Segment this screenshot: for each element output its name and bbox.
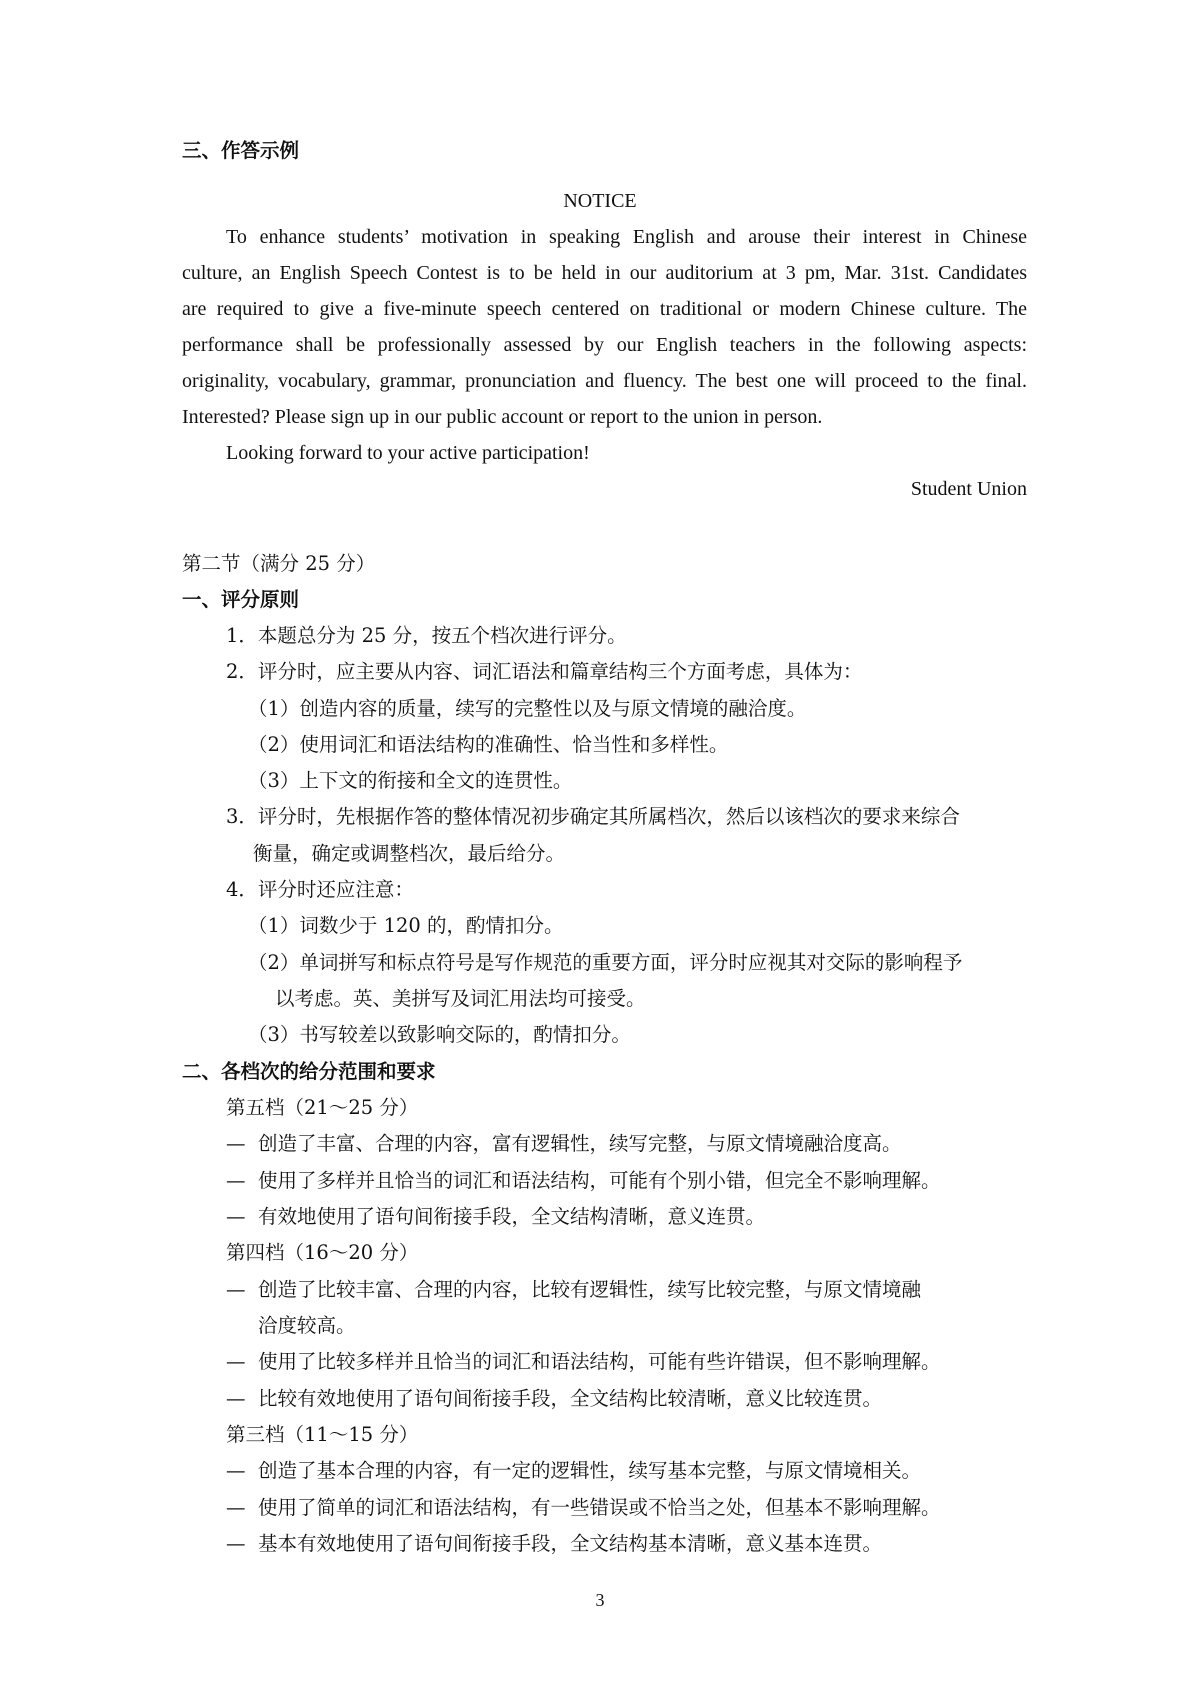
principle-subitem: （1）词数少于 120 的，酌情扣分。: [248, 914, 564, 937]
notice-title: NOTICE: [563, 190, 637, 212]
principle-item: 2．评分时，应主要从内容、词汇语法和篇章结构三个方面考虑，具体为：: [226, 660, 863, 683]
principle-item: 1．本题总分为 25 分，按五个档次进行评分。: [226, 624, 627, 647]
criterion-text: 使用了比较多样并且恰当的词汇和语法结构，可能有些许错误，但不影响理解。: [258, 1350, 941, 1373]
dash-bullet: —: [226, 1350, 246, 1373]
level-title: 第三档（11～15 分）: [226, 1423, 419, 1446]
principle-subitem: （3）上下文的衔接和全文的连贯性。: [248, 769, 573, 792]
notice-line: To enhance students’ motivation in speaking English and arouse their interest in Chinese: [226, 226, 1027, 248]
dash-bullet: —: [226, 1132, 246, 1155]
principle-subitem: （2）使用词汇和语法结构的准确性、恰当性和多样性。: [248, 733, 729, 756]
dash-bullet: —: [226, 1205, 246, 1228]
criterion-text: 创造了比较丰富、合理的内容，比较有逻辑性，续写比较完整，与原文情境融: [258, 1278, 922, 1301]
criterion-text: 使用了多样并且恰当的词汇和语法结构，可能有个别小错，但完全不影响理解。: [258, 1169, 941, 1192]
dash-bullet: —: [226, 1169, 246, 1192]
level-title: 第四档（16～20 分）: [226, 1241, 419, 1264]
principle-subitem: （3）书写较差以致影响交际的，酌情扣分。: [248, 1023, 631, 1046]
notice-line: are required to give a five-minute speech centered on traditional or modern Chinese culture. The: [182, 298, 1027, 320]
level-title: 第五档（21～25 分）: [226, 1096, 419, 1119]
principles-heading: 一、评分原则: [182, 588, 300, 611]
page-number: 3: [595, 1590, 605, 1610]
dash-bullet: —: [226, 1532, 246, 1555]
principle-item: 4．评分时还应注意：: [226, 878, 414, 901]
dash-bullet: —: [226, 1496, 246, 1519]
principle-item-continued: 衡量，确定或调整档次，最后给分。: [253, 842, 566, 865]
criterion-text-continued: 洽度较高。: [258, 1314, 356, 1337]
criterion-text: 基本有效地使用了语句间衔接手段，全文结构基本清晰，意义基本连贯。: [258, 1532, 883, 1555]
levels-heading: 二、各档次的给分范围和要求: [182, 1060, 436, 1083]
dash-bullet: —: [226, 1459, 246, 1482]
principle-item: 3．评分时，先根据作答的整体情况初步确定其所属档次，然后以该档次的要求来综合: [226, 805, 960, 828]
section-heading: 三、作答示例: [182, 139, 300, 162]
criterion-text: 创造了丰富、合理的内容，富有逻辑性，续写完整，与原文情境融洽度高。: [258, 1132, 902, 1155]
notice-signature: Student Union: [910, 478, 1027, 500]
principle-subitem: （2）单词拼写和标点符号是写作规范的重要方面，评分时应视其对交际的影响程予: [248, 951, 963, 974]
criterion-text: 使用了简单的词汇和语法结构，有一些错误或不恰当之处，但基本不影响理解。: [258, 1496, 941, 1519]
criterion-text: 比较有效地使用了语句间衔接手段，全文结构比较清晰，意义比较连贯。: [258, 1387, 883, 1410]
principle-subitem: （1）创造内容的质量，续写的完整性以及与原文情境的融洽度。: [248, 697, 807, 720]
criterion-text: 有效地使用了语句间衔接手段，全文结构清晰，意义连贯。: [258, 1205, 766, 1228]
principle-subitem-continued: 以考虑。英、美拼写及词汇用法均可接受。: [275, 987, 646, 1010]
notice-line: Interested? Please sign up in our public account or report to the union in person.: [182, 406, 823, 428]
notice-line: culture, an English Speech Contest is to be held in our auditorium at 3 pm, Mar. 31st. Candidates: [182, 262, 1027, 284]
notice-closing: Looking forward to your active participation!: [226, 442, 590, 464]
notice-line: originality, vocabulary, grammar, pronunciation and fluency. The best one will proceed to the final.: [182, 370, 1027, 392]
notice-line: performance shall be professionally assessed by our English teachers in the following aspects:: [182, 334, 1027, 356]
dash-bullet: —: [226, 1387, 246, 1410]
criterion-text: 创造了基本合理的内容，有一定的逻辑性，续写基本完整，与原文情境相关。: [258, 1459, 922, 1482]
part-title: 第二节（满分 25 分）: [182, 552, 376, 575]
dash-bullet: —: [226, 1278, 246, 1301]
